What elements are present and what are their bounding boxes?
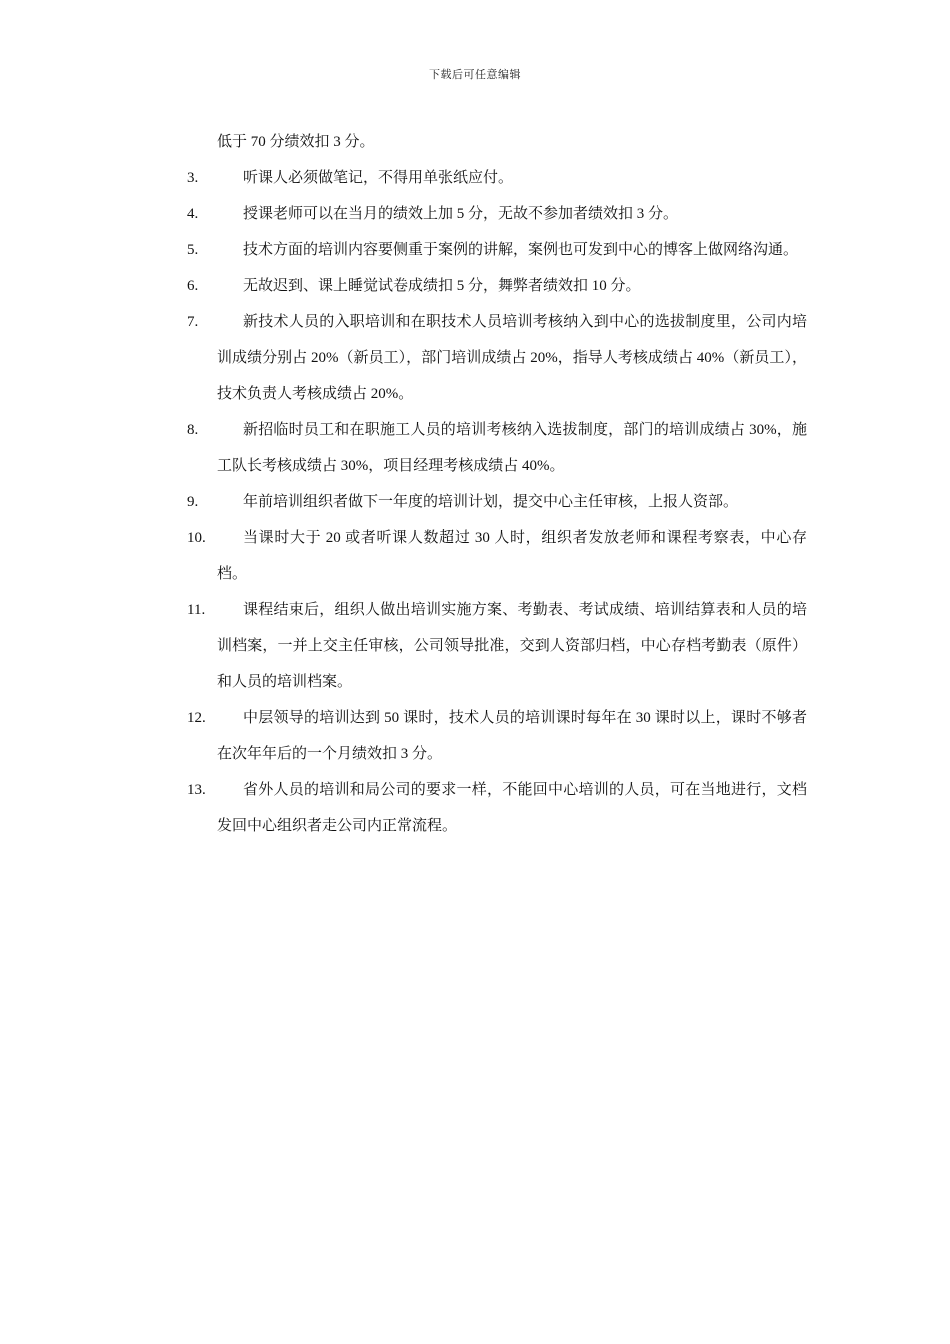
page-header: 下载后可任意编辑 bbox=[429, 69, 521, 81]
item-text: 当课时大于 20 或者听课人数超过 30 人时，组织者发放老师和课程考察表，中心存档。 bbox=[217, 530, 807, 582]
item-text: 年前培训组织者做下一年度的培训计划，提交中心主任审核，上报人资部。 bbox=[243, 494, 739, 510]
document-body bbox=[187, 124, 807, 844]
item-text: 新招临时员工和在职施工人员的培训考核纳入选拔制度，部门的培训成绩占 30%，施工队长考核成绩占 30%，项目经理考核成绩占 40%。 bbox=[217, 422, 807, 474]
item-number: 4. bbox=[187, 206, 199, 222]
item-number: 10. bbox=[187, 530, 206, 546]
item-number: 9. bbox=[187, 494, 199, 510]
item-text: 中层领导的培训达到 50 课时，技术人员的培训课时每年在 30 课时以上，课时不够者在次年年后的一个月绩效扣 3 分。 bbox=[217, 710, 807, 762]
list-item bbox=[187, 160, 807, 196]
list-item bbox=[187, 232, 807, 268]
list-item bbox=[187, 412, 807, 484]
list-item bbox=[187, 700, 807, 772]
list-item bbox=[187, 484, 807, 520]
item-text: 技术方面的培训内容要侧重于案例的讲解，案例也可发到中心的博客上做网络沟通。 bbox=[243, 242, 799, 258]
item-number: 6. bbox=[187, 278, 199, 294]
item-text: 新技术人员的入职培训和在职技术人员培训考核纳入到中心的选拔制度里，公司内培训成绩分别占 20%（新员工），部门培训成绩占 20%，指导人考核成绩占 40%（新员工），技术负责人考核成绩占 20%。 bbox=[217, 314, 807, 402]
item-number: 11. bbox=[187, 602, 206, 618]
item-number: 5. bbox=[187, 242, 199, 258]
list-item bbox=[187, 268, 807, 304]
list-item bbox=[187, 520, 807, 592]
list-item bbox=[187, 196, 807, 232]
item-number: 7. bbox=[187, 314, 199, 330]
item-number: 12. bbox=[187, 710, 206, 726]
continuation-line: 低于 70 分绩效扣 3 分。 bbox=[217, 134, 375, 150]
item-text: 听课人必须做笔记，不得用单张纸应付。 bbox=[243, 170, 514, 186]
list-item bbox=[187, 592, 807, 700]
item-number: 13. bbox=[187, 782, 206, 798]
list-item bbox=[187, 304, 807, 412]
item-text: 省外人员的培训和局公司的要求一样，不能回中心培训的人员，可在当地进行，文档发回中心组织者走公司内正常流程。 bbox=[217, 782, 807, 834]
item-number: 8. bbox=[187, 422, 199, 438]
list-item bbox=[187, 772, 807, 844]
item-text: 授课老师可以在当月的绩效上加 5 分，无故不参加者绩效扣 3 分。 bbox=[243, 206, 679, 222]
item-number: 3. bbox=[187, 170, 199, 186]
item-text: 课程结束后，组织人做出培训实施方案、考勤表、考试成绩、培训结算表和人员的培训档案，一并上交主任审核，公司领导批准，交到人资部归档，中心存档考勤表（原件）和人员的培训档案。 bbox=[217, 602, 807, 690]
item-text: 无故迟到、课上睡觉试卷成绩扣 5 分，舞弊者绩效扣 10 分。 bbox=[243, 278, 641, 294]
